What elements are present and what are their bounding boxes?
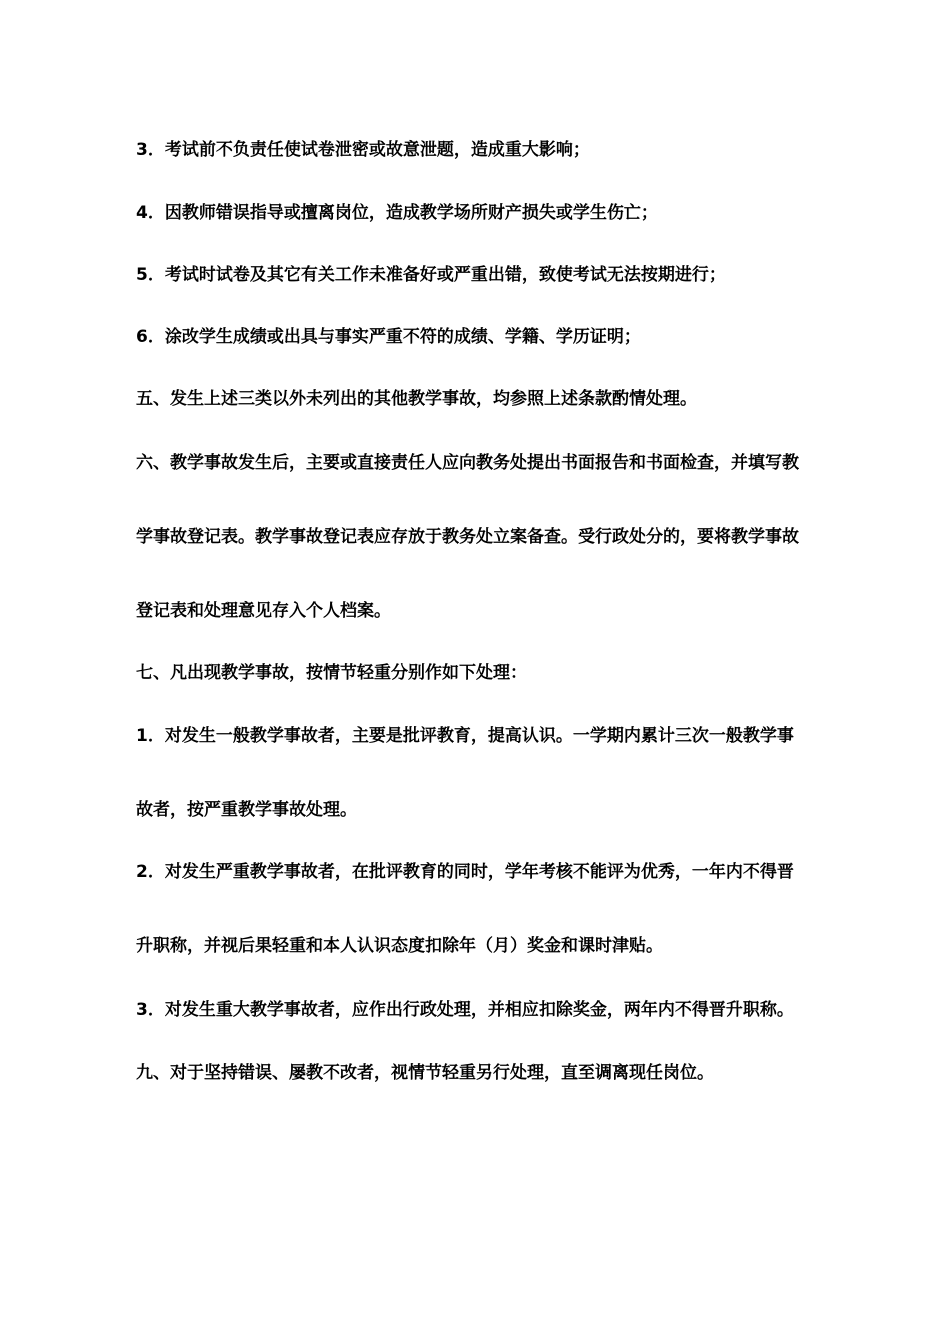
clause-6-records-altered: 6．涂改学生成绩或出具与事实严重不符的成绩、学籍、学历证明；: [136, 327, 641, 347]
clause-3-exam-leak: 3．考试前不负责任使试卷泄密或故意泄题，造成重大影响；: [136, 140, 590, 160]
handling-1-line-2: 故者，按严重教学事故处理。: [136, 800, 357, 820]
section-6-reporting-line-2: 学事故登记表。教学事故登记表应存放于教务处立案备查。受行政处分的，要将教学事故: [136, 527, 799, 547]
section-6-reporting-line-3: 登记表和处理意见存入个人档案。: [136, 601, 391, 621]
section-6-reporting-line-1: 六、教学事故发生后，主要或直接责任人应向教务处提出书面报告和书面检查，并填写教: [136, 453, 799, 473]
handling-1-line-1: 1．对发生一般教学事故者，主要是批评教育，提高认识。一学期内累计三次一般教学事: [136, 726, 794, 746]
handling-2-line-1: 2．对发生严重教学事故者，在批评教育的同时，学年考核不能评为优秀，一年内不得晋: [136, 862, 794, 882]
clause-5-exam-unprepared: 5．考试时试卷及其它有关工作未准备好或严重出错，致使考试无法按期进行；: [136, 265, 726, 285]
section-7-handling-heading: 七、凡出现教学事故，按情节轻重分别作如下处理：: [136, 663, 527, 683]
clause-4-teacher-error: 4．因教师错误指导或擅离岗位，造成教学场所财产损失或学生伤亡；: [136, 203, 658, 223]
section-9-persistent-errors: 九、对于坚持错误、屡教不改者，视情节轻重另行处理，直至调离现任岗位。: [136, 1063, 714, 1083]
handling-2-line-2: 升职称，并视后果轻重和本人认识态度扣除年（月）奖金和课时津贴。: [136, 936, 663, 956]
section-5-other-incidents: 五、发生上述三类以外未列出的其他教学事故，均参照上述条款酌情处理。: [136, 389, 697, 409]
handling-3: 3．对发生重大教学事故者，应作出行政处理，并相应扣除奖金，两年内不得晋升职称。: [136, 1000, 794, 1020]
